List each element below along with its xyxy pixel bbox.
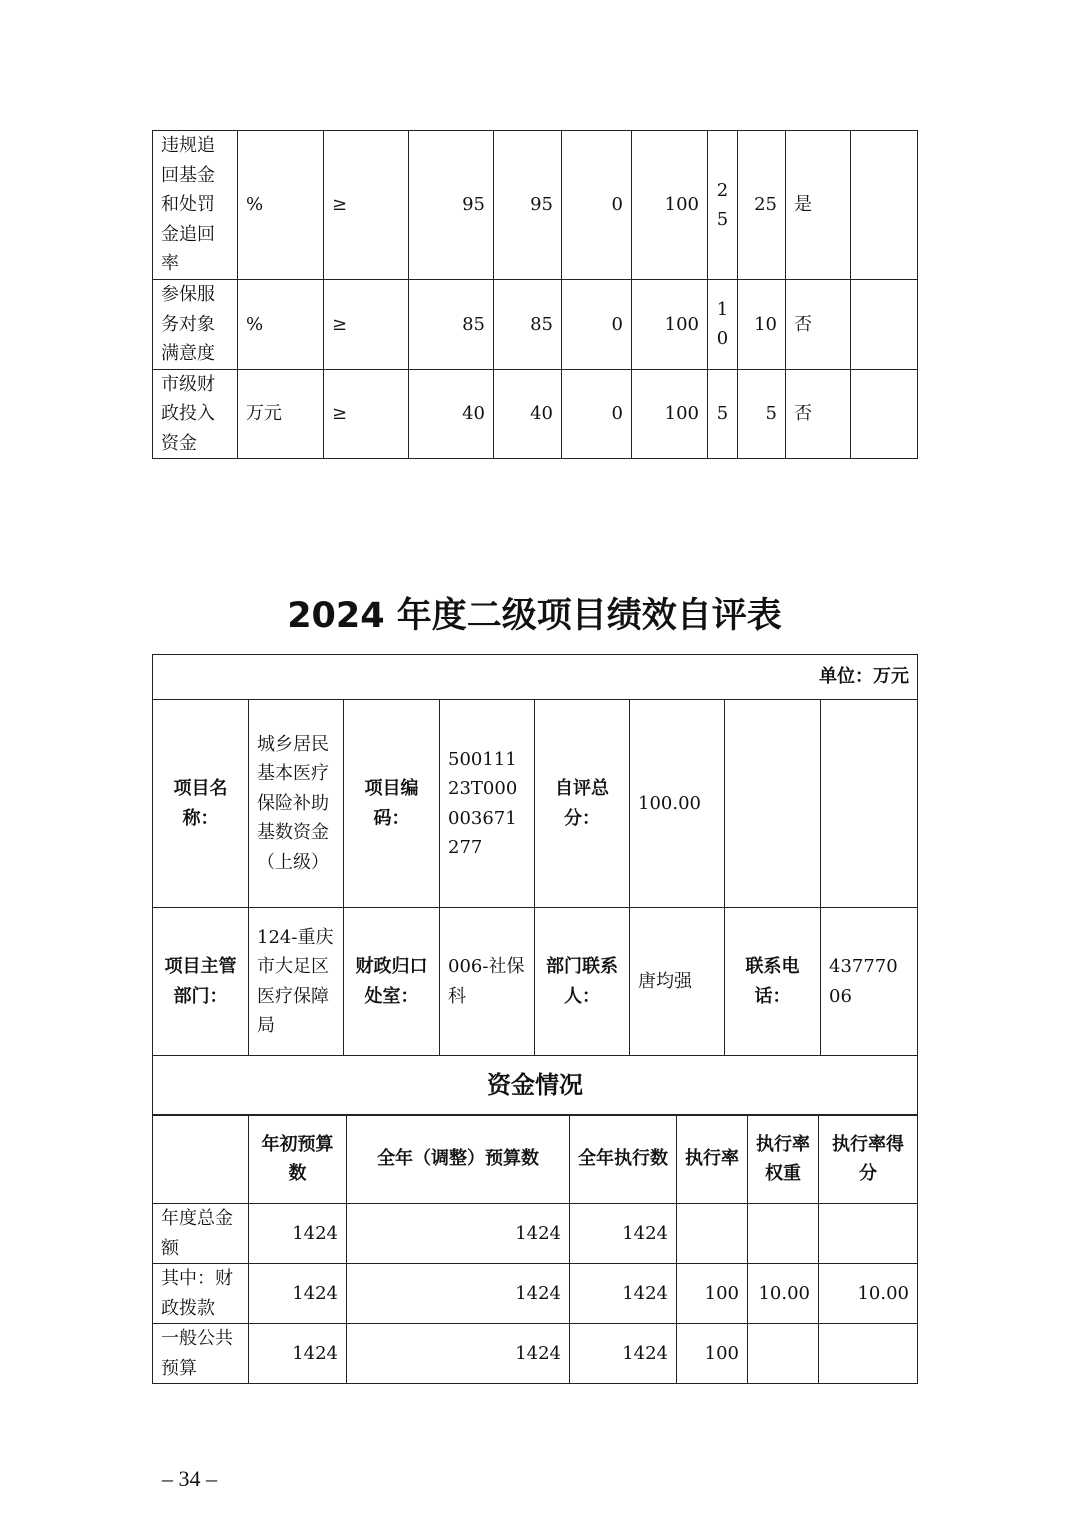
funds-header-score: 执行率得分: [819, 1115, 918, 1204]
funds-executed: 1424: [570, 1204, 677, 1264]
contact-label: 部门联系人：: [535, 908, 630, 1056]
funds-header-rate: 执行率: [677, 1115, 748, 1204]
indicator-name: 市级财政投入资金: [153, 369, 238, 459]
funds-header-blank: [153, 1115, 249, 1204]
indicator-flag: 否: [786, 280, 851, 370]
funds-initial: 1424: [249, 1324, 347, 1384]
table-row: [153, 1324, 918, 1384]
self-score-label: 自评总分：: [535, 700, 630, 908]
indicator-actual: 95: [494, 131, 562, 280]
funds-section-title: 资金情况: [153, 1056, 918, 1116]
contact-value: 唐均强: [630, 908, 725, 1056]
indicator-unit: %: [238, 280, 324, 370]
table-row: [153, 1056, 918, 1116]
funds-initial: 1424: [249, 1264, 347, 1324]
funds-header-executed: 全年执行数: [570, 1115, 677, 1204]
table-row: [153, 700, 918, 908]
indicator-rate: 100: [632, 369, 708, 459]
table-row: [153, 1204, 918, 1264]
indicator-score: 5: [738, 369, 786, 459]
table-row: [153, 1264, 918, 1324]
indicator-rate: 100: [632, 131, 708, 280]
funds-row-label: 年度总金额: [153, 1204, 249, 1264]
funds-header-adjusted: 全年（调整）预算数: [347, 1115, 570, 1204]
indicator-name: 违规追回基金和处罚金追回率: [153, 131, 238, 280]
indicator-unit: 万元: [238, 369, 324, 459]
indicator-unit: %: [238, 131, 324, 280]
page-number: – 34 –: [162, 1466, 217, 1491]
dept-label: 项目主管部门：: [153, 908, 249, 1056]
indicator-score: 10: [738, 280, 786, 370]
indicator-weight: 10: [708, 280, 738, 370]
empty-cell: [725, 700, 821, 908]
project-name-value: 城乡居民基本医疗保险补助基数资金（上级）: [249, 700, 344, 908]
indicator-flag: 否: [786, 369, 851, 459]
phone-label: 联系电话：: [725, 908, 821, 1056]
self-score-value: 100.00: [630, 700, 725, 908]
funds-rate: 100: [677, 1264, 748, 1324]
funds-row-label: 其中：财政拨款: [153, 1264, 249, 1324]
office-value: 006-社保科: [440, 908, 535, 1056]
empty-cell: [821, 700, 918, 908]
funds-score: 10.00: [819, 1264, 918, 1324]
indicator-note: [851, 369, 918, 459]
indicator-actual: 40: [494, 369, 562, 459]
indicator-operator: ≥: [324, 280, 409, 370]
table-row: [153, 280, 918, 370]
indicator-name: 参保服务对象满意度: [153, 280, 238, 370]
funds-weight: [748, 1324, 819, 1384]
funds-table: [152, 1114, 918, 1384]
funds-header-initial: 年初预算数: [249, 1115, 347, 1204]
funds-rate: [677, 1204, 748, 1264]
funds-rate: 100: [677, 1324, 748, 1384]
table-row: [153, 908, 918, 1056]
indicator-target: 95: [409, 131, 494, 280]
table-row: [153, 131, 918, 280]
indicator-note: [851, 280, 918, 370]
funds-weight: 10.00: [748, 1264, 819, 1324]
indicator-operator: ≥: [324, 131, 409, 280]
funds-executed: 1424: [570, 1324, 677, 1384]
funds-header-weight: 执行率权重: [748, 1115, 819, 1204]
indicator-weight: 5: [708, 369, 738, 459]
indicator-table: [152, 130, 918, 459]
dept-value: 124-重庆市大足区医疗保障局: [249, 908, 344, 1056]
funds-adjusted: 1424: [347, 1324, 570, 1384]
indicator-deviation: 0: [562, 369, 632, 459]
table-row: [153, 655, 918, 700]
funds-executed: 1424: [570, 1264, 677, 1324]
funds-weight: [748, 1204, 819, 1264]
project-code-value: 50011123T000003671277: [440, 700, 535, 908]
funds-adjusted: 1424: [347, 1204, 570, 1264]
indicator-operator: ≥: [324, 369, 409, 459]
indicator-flag: 是: [786, 131, 851, 280]
phone-value: 43777006: [821, 908, 918, 1056]
indicator-actual: 85: [494, 280, 562, 370]
office-label: 财政归口处室：: [344, 908, 440, 1056]
indicator-score: 25: [738, 131, 786, 280]
project-name-label: 项目名称：: [153, 700, 249, 908]
indicator-target: 40: [409, 369, 494, 459]
project-code-label: 项目编码：: [344, 700, 440, 908]
indicator-rate: 100: [632, 280, 708, 370]
funds-row-label: 一般公共预算: [153, 1324, 249, 1384]
table-row: [153, 1115, 918, 1204]
indicator-note: [851, 131, 918, 280]
project-info-table: [152, 654, 918, 1116]
indicator-weight: 25: [708, 131, 738, 280]
funds-score: [819, 1324, 918, 1384]
indicator-deviation: 0: [562, 280, 632, 370]
indicator-deviation: 0: [562, 131, 632, 280]
indicator-target: 85: [409, 280, 494, 370]
page-title: 2024 年度二级项目绩效自评表: [287, 596, 782, 636]
funds-adjusted: 1424: [347, 1264, 570, 1324]
funds-initial: 1424: [249, 1204, 347, 1264]
funds-score: [819, 1204, 918, 1264]
table-row: [153, 369, 918, 459]
unit-label: 单位：万元: [153, 655, 918, 700]
